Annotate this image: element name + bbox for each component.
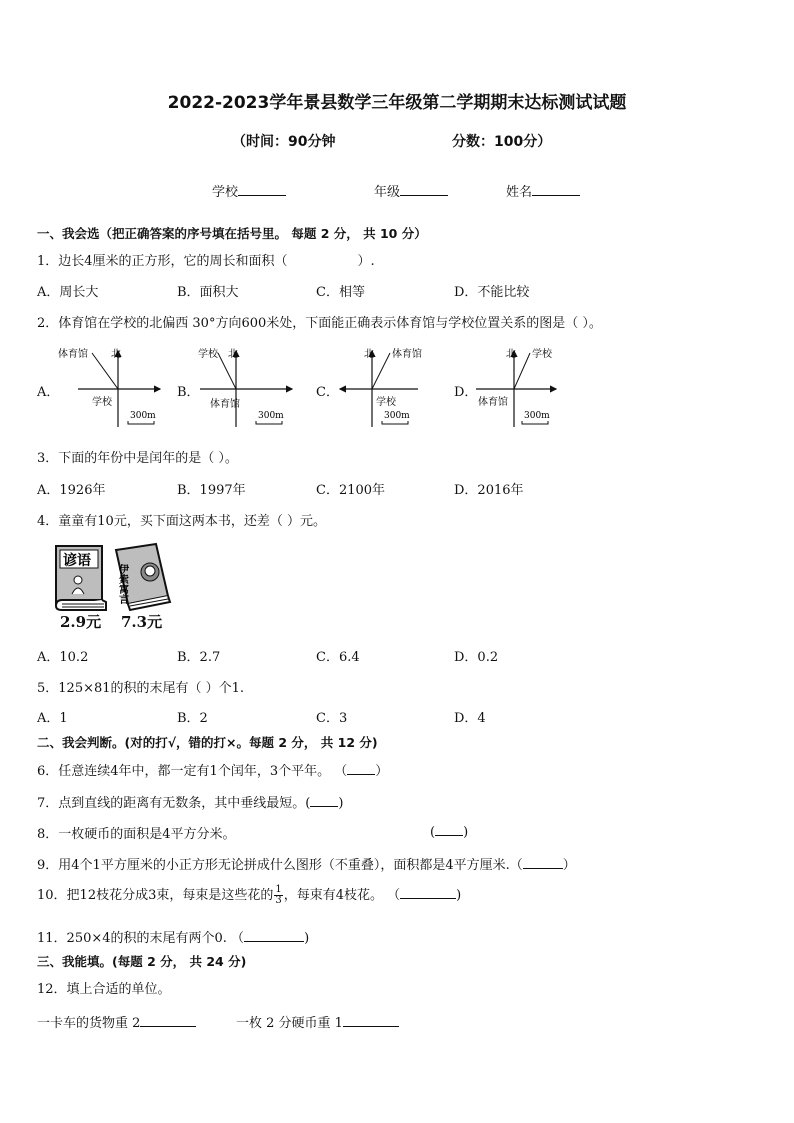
q10-answer-blank[interactable] — [400, 886, 456, 899]
exam-time: （时间：90分钟 — [232, 134, 336, 150]
question-12b: 一枚 2 分硬币重 1 — [236, 1012, 399, 1031]
q8-answer-blank[interactable] — [435, 823, 463, 836]
section-2-heading: 二、我会判断。(对的打√，错的打×。每题 2 分， 共 12 分) — [37, 735, 378, 750]
school-blank[interactable] — [238, 181, 286, 196]
diagram-b-scale: 300m — [258, 411, 284, 421]
q1-option-d[interactable]: D．不能比较 — [454, 285, 530, 300]
q5-option-d[interactable]: D．4 — [454, 711, 486, 726]
q1-option-c[interactable]: C．相等 — [316, 285, 365, 300]
q4-option-c[interactable]: C．6.4 — [316, 650, 360, 665]
q5-option-a[interactable]: A．1 — [37, 711, 68, 726]
question-10: 10．把12枝花分成3束，每束是这些花的 $\frac{1}{3}$ ，每束有4枝花。 （ ) — [37, 884, 462, 906]
book-1-price: 2.9元 — [60, 613, 102, 631]
q6-answer-blank[interactable] — [347, 762, 375, 775]
grade-field: 年级 — [374, 181, 448, 200]
q12b-answer-blank[interactable] — [343, 1014, 399, 1027]
diagram-c-top-label: 体育馆 — [392, 349, 422, 360]
q2-option-d[interactable]: D． — [454, 385, 478, 400]
exam-score: 分数：100分） — [452, 134, 552, 150]
diagram-a-bottom-label: 学校 — [92, 397, 112, 408]
q7-answer-blank[interactable] — [310, 794, 338, 807]
section-1-heading: 一、我会选（把正确答案的序号填在括号里。 每题 2 分， 共 10 分） — [37, 226, 427, 241]
grade-blank[interactable] — [400, 181, 448, 196]
section-3-heading: 三、我能填。(每题 2 分， 共 24 分) — [37, 954, 247, 969]
q2-option-b[interactable]: B． — [177, 385, 200, 400]
question-8: 8．一枚硬币的面积是4平方分米。 — [37, 827, 236, 842]
diagram-d-north: 北 — [506, 349, 516, 360]
q2-diagram-d — [474, 343, 584, 431]
q5-option-c[interactable]: C．3 — [316, 711, 348, 726]
q5-option-b[interactable]: B．2 — [177, 711, 208, 726]
diagram-c-scale: 300m — [384, 411, 410, 421]
q2-option-a[interactable]: A． — [37, 385, 60, 400]
diagram-b-bottom-label: 体育馆 — [210, 399, 240, 410]
name-field: 姓名 — [506, 181, 580, 200]
book-proverbs-image — [50, 542, 112, 614]
question-7: 7．点到直线的距离有无数条，其中垂线最短。( ) — [37, 796, 344, 811]
diagram-a-top-label: 体育馆 — [58, 349, 88, 360]
page-title: 2022-2023学年景县数学三年级第二学期期末达标测试试题 — [167, 93, 627, 113]
q3-option-c[interactable]: C．2100年 — [316, 483, 386, 498]
diagram-a-scale: 300m — [130, 411, 156, 421]
book-2-price: 7.3元 — [121, 613, 163, 631]
q2-option-c[interactable]: C． — [316, 385, 339, 400]
q10-fraction: $\frac{1}{3}$ — [275, 884, 282, 906]
q12a-answer-blank[interactable] — [140, 1014, 196, 1027]
q1-option-a[interactable]: A．周长大 — [37, 285, 99, 300]
q8-answer: ( ) — [430, 825, 469, 840]
q2-diagram-b — [196, 343, 306, 431]
book-aesop-image — [112, 542, 174, 614]
diagram-d-scale: 300m — [524, 411, 550, 421]
q3-option-b[interactable]: B．1997年 — [177, 483, 246, 498]
diagram-b-top-label: 学校 — [198, 349, 218, 360]
diagram-a-north: 北 — [111, 349, 121, 360]
question-6: 6．任意连续4年中，都一定有1个闰年，3个平年。 （ ） — [37, 764, 389, 779]
school-field: 学校 — [212, 181, 286, 200]
diagram-c-bottom-label: 学校 — [376, 397, 396, 408]
question-11: 11．250×4的积的末尾有两个0. （ ) — [37, 931, 310, 946]
q3-option-a[interactable]: A．1926年 — [37, 483, 106, 498]
book-1-title: 谚语 — [63, 553, 91, 569]
question-2: 2．体育馆在学校的北偏西 30°方向600米处，下面能正确表示体育馆与学校位置关系的图是（ ）。 — [37, 316, 602, 331]
question-12: 12．填上合适的单位。 — [37, 982, 171, 997]
question-4: 4．童童有10元，买下面这两本书，还差（ ）元。 — [37, 514, 326, 529]
question-5: 5．125×81的积的末尾有（ ）个1. — [37, 681, 245, 696]
q1-option-b[interactable]: B．面积大 — [177, 285, 239, 300]
question-9: 9．用4个1平方厘米的小正方形无论拼成什么图形（不重叠），面积都是4平方厘米.（ ） — [37, 858, 576, 873]
q2-diagram-a — [56, 343, 166, 431]
q2-diagram-c — [336, 343, 446, 431]
q4-option-b[interactable]: B．2.7 — [177, 650, 221, 665]
diagram-d-bottom-label: 体育馆 — [478, 397, 508, 408]
question-1: 1．边长4厘米的正方形，它的周长和面积（ ）. — [37, 254, 375, 269]
diagram-c-north: 北 — [364, 349, 374, 360]
question-12a: 一卡车的货物重 2 — [37, 1012, 196, 1031]
q11-answer-blank[interactable] — [244, 929, 304, 942]
q3-option-d[interactable]: D．2016年 — [454, 483, 524, 498]
diagram-d-top-label: 学校 — [532, 349, 552, 360]
question-3: 3．下面的年份中是闰年的是（ ）。 — [37, 451, 238, 466]
q9-answer-blank[interactable] — [523, 856, 563, 869]
book-2-title: 伊索寓言 — [116, 564, 128, 604]
diagram-b-north: 北 — [228, 349, 238, 360]
q4-option-a[interactable]: A．10.2 — [37, 650, 89, 665]
q4-option-d[interactable]: D．0.2 — [454, 650, 499, 665]
name-blank[interactable] — [532, 181, 580, 196]
